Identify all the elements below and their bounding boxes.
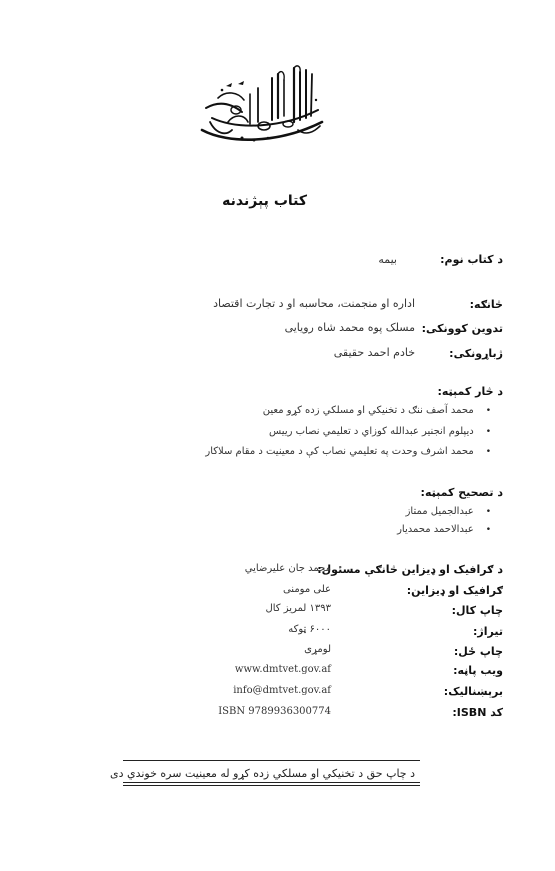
- circulation-value: ۶۰۰۰ ټوکه: [288, 624, 331, 635]
- graphics-lead-value: محمد جان علیرضایي: [244, 563, 331, 574]
- bullet-icon: •: [485, 426, 491, 437]
- review-member: [269, 426, 491, 437]
- circulation-label: تیراژ:: [473, 625, 503, 638]
- isbn-value: ISBN 9789936300774: [218, 706, 331, 717]
- review-member-name: محمد اشرف وحدت په تعلیمي نصاب کې د معینیت د مقام سلاکار: [205, 446, 474, 457]
- correction-member-name: عبدالجمیل ممتاز: [405, 506, 474, 517]
- graphics-lead-label: د ګرافیک او ډیزاین څانګې مسئول:: [317, 563, 503, 576]
- correction-member: [397, 524, 491, 535]
- isbn-label: کد ISBN:: [452, 706, 503, 719]
- department-value: اداره او منجمنت، محاسبه او د تجارت اقتصاد: [213, 297, 415, 310]
- translator-value: خادم احمد حقیقی: [333, 346, 415, 359]
- correction-committee-heading: د تصحیح کمېټه:: [420, 486, 503, 499]
- department-label: څانګه:: [469, 298, 503, 311]
- bullet-icon: •: [485, 524, 491, 535]
- graphics-label: ګرافیک او ډیزاین:: [406, 584, 503, 597]
- divider-bottom-double: [123, 785, 420, 786]
- website-label: ویب پاڼه:: [453, 664, 503, 677]
- book-name-value: بیمه: [378, 253, 397, 266]
- page-title: کتاب پېژندنه: [222, 193, 307, 209]
- review-member: [205, 446, 491, 457]
- website-value: www.dmtvet.gov.af: [234, 664, 331, 675]
- email-value: info@dmtvet.gov.af: [233, 685, 331, 696]
- bullet-icon: •: [485, 506, 491, 517]
- translator-label: ژباړونکی:: [449, 347, 503, 360]
- edition-label: چاپ ځل:: [453, 645, 503, 658]
- email-label: برېښنالیک:: [443, 685, 503, 698]
- correction-member-name: عبدالاحمد محمدیار: [397, 524, 474, 535]
- review-committee-heading: د څار کمېټه:: [437, 385, 503, 398]
- bullet-icon: •: [485, 405, 491, 416]
- graphics-value: علی مومنی: [282, 584, 331, 595]
- divider-top: [123, 760, 420, 761]
- edition-value: لومړی: [304, 644, 331, 655]
- review-member-name: محمد آصف ننګ د تخنیکي او مسلکي زده کړو معین: [262, 405, 474, 416]
- correction-member: [406, 506, 491, 517]
- review-member-name: دیپلوم انجنیر عبدالله کوزاي د تعلیمي نصاب رییس: [269, 426, 474, 437]
- compiler-value: مسلک پوه محمد شاه رویایی: [284, 321, 415, 334]
- divider-bottom: [123, 782, 420, 783]
- compiler-label: تدوین کوونکی:: [421, 322, 503, 335]
- bullet-icon: •: [485, 446, 491, 457]
- review-member: [263, 405, 491, 416]
- print-year-value: ۱۳۹۳ لمریز کال: [265, 603, 331, 614]
- copyright-note: د چاپ حق د تخنیکي او مسلکي زده کړو له معینیت سره خوندي دی: [109, 767, 415, 780]
- print-year-label: چاپ کال:: [451, 604, 503, 617]
- book-name-label: د کتاب نوم:: [440, 253, 503, 266]
- basmala-calligraphy: [198, 60, 326, 148]
